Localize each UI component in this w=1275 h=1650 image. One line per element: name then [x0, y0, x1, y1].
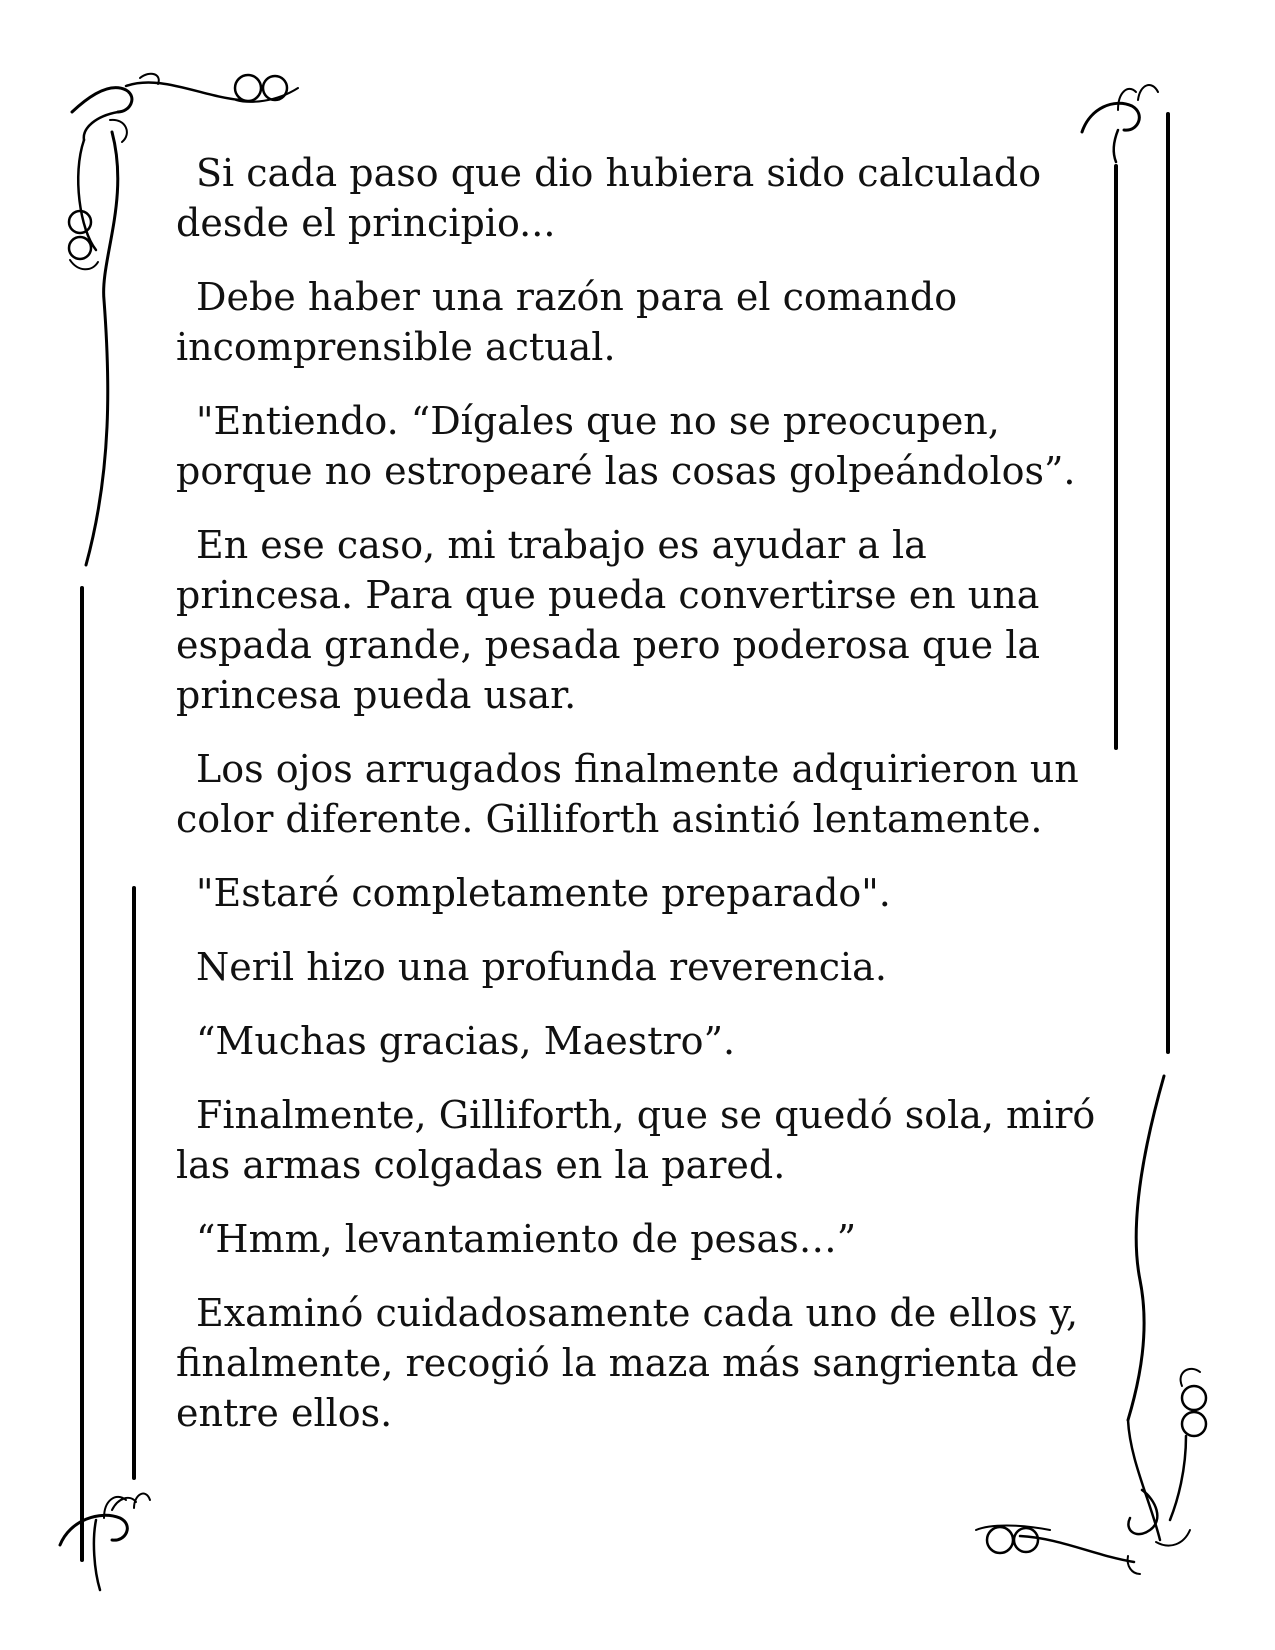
paragraph-4: En ese caso, mi trabajo es ayudar a la princesa. Para que pueda convertirse en una espada grande, pesada pero poderosa que la princesa pueda usar.	[176, 523, 1041, 717]
paragraph-8: “Muchas gracias, Maestro”.	[196, 1019, 736, 1063]
paragraph-6: "Estaré completamente preparado".	[196, 871, 891, 915]
paragraph-3: "Entiendo. “Dígales que no se preocupen, porque no estropearé las cosas golpeándolos”.	[176, 399, 1076, 493]
paragraph-2: Debe haber una razón para el comando incomprensible actual.	[176, 275, 958, 369]
paragraph-5: Los ojos arrugados finalmente adquirieron un color diferente. Gilliforth asintió lentamente.	[176, 747, 1079, 841]
paragraph-11: Examinó cuidadosamente cada uno de ellos y, finalmente, recogió la maza más sangrienta de entre ellos.	[176, 1291, 1079, 1435]
paragraph-10: “Hmm, levantamiento de pesas…”	[196, 1217, 857, 1261]
bottom-left-flourish	[60, 1494, 150, 1590]
story-text	[176, 148, 1096, 1462]
paragraph-7: Neril hizo una profunda reverencia.	[196, 945, 887, 989]
paragraph-9: Finalmente, Gilliforth, que se quedó sola, miró las armas colgadas en la pared.	[176, 1093, 1096, 1187]
paragraph-1: Si cada paso que dio hubiera sido calculado desde el principio...	[176, 151, 1042, 245]
